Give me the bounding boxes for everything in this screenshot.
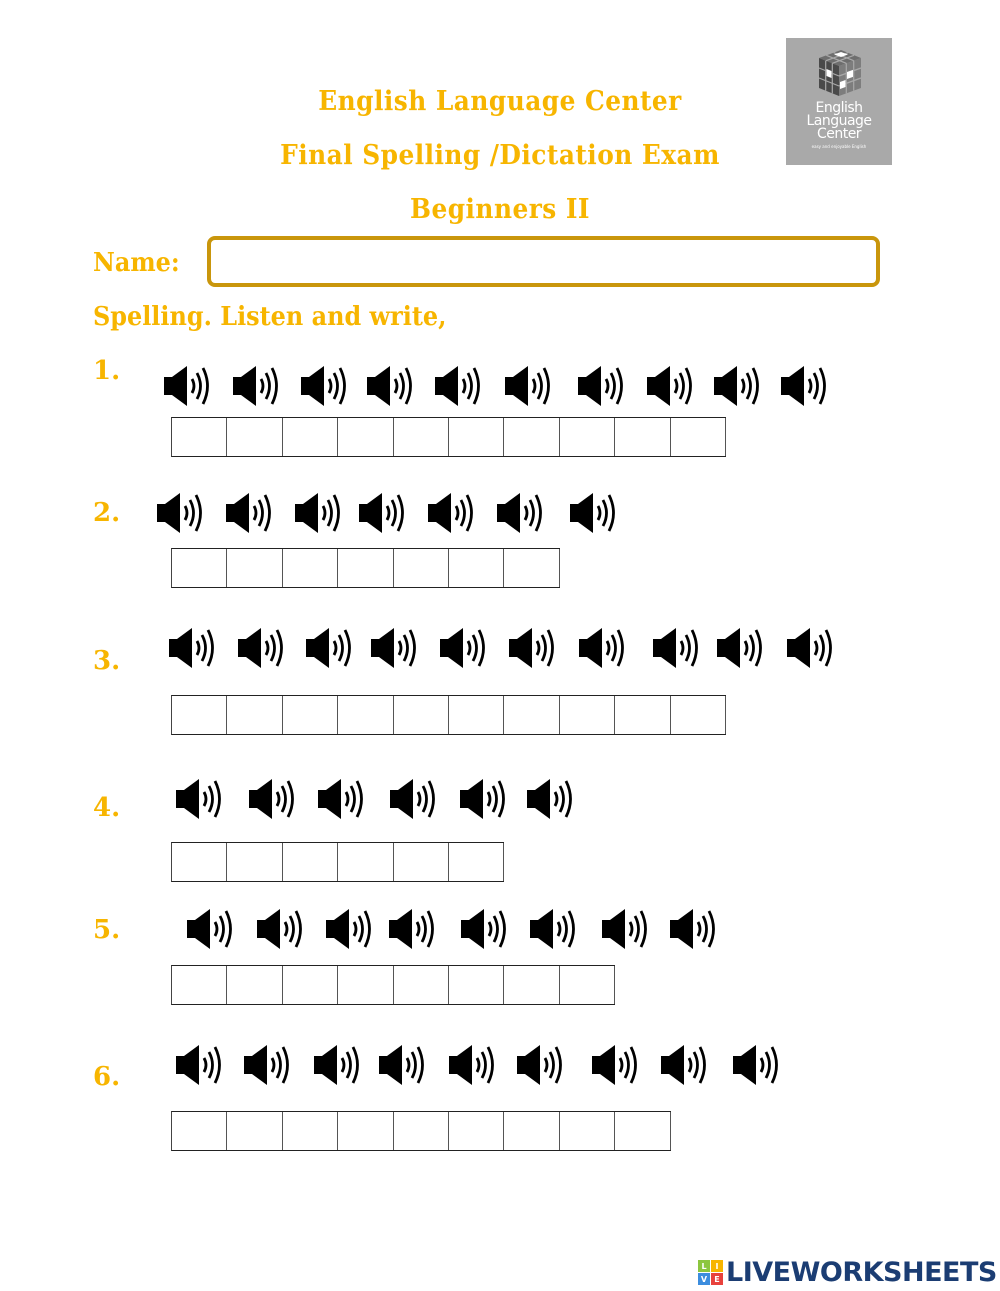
speaker-icon[interactable] [459,777,511,821]
letter-box-input[interactable] [615,418,670,456]
letter-box-input[interactable] [394,1112,449,1150]
speaker-icon[interactable] [256,907,308,951]
speaker-icon[interactable] [388,907,440,951]
logo-line-2: Language [806,113,872,129]
letter-box-row [171,842,504,882]
speaker-icon[interactable] [427,491,479,535]
letter-box-input[interactable] [227,418,282,456]
speaker-icon[interactable] [366,364,418,408]
speaker-icon[interactable] [225,491,277,535]
letter-box-input[interactable] [671,418,726,456]
letter-box-input[interactable] [449,696,504,734]
question-number: 4. [93,793,121,823]
title-line-2: Final Spelling /Dictation Exam [280,140,720,171]
letter-box-input[interactable] [172,696,227,734]
letter-box-row [171,417,726,457]
speaker-icon[interactable] [526,777,578,821]
letter-box-input[interactable] [172,966,227,1004]
speaker-icon[interactable] [516,1043,568,1087]
badge-cell: E [711,1273,723,1285]
letter-box-input[interactable] [227,549,282,587]
letter-box-input[interactable] [338,549,393,587]
letter-box-input[interactable] [338,1112,393,1150]
letter-box-input[interactable] [504,966,559,1004]
letter-box-input[interactable] [394,696,449,734]
speaker-icon[interactable] [577,364,629,408]
letter-box-input[interactable] [394,549,449,587]
liveworksheets-footer-logo [698,1257,997,1288]
title-line-3: Beginners II [409,194,591,225]
question-number: 3. [93,646,121,676]
speaker-icon[interactable] [460,907,512,951]
letter-box-input[interactable] [172,418,227,456]
letter-box-input[interactable] [560,696,615,734]
letter-box-row [171,548,560,588]
speaker-icon[interactable] [243,1043,295,1087]
speaker-icon[interactable] [232,364,284,408]
letter-box-input[interactable] [227,966,282,1004]
letter-box-input[interactable] [504,549,559,587]
letter-box-input[interactable] [449,549,504,587]
letter-box-input[interactable] [283,966,338,1004]
liveworksheets-brand: LIVEWORKSHEETS [726,1257,997,1288]
letter-box-row [171,965,615,1005]
speaker-icon[interactable] [786,626,838,670]
letter-box-input[interactable] [283,696,338,734]
logo-line-3: Center [816,126,862,142]
speaker-icon[interactable] [529,907,581,951]
speaker-icon[interactable] [300,364,352,408]
letter-box-input[interactable] [615,696,670,734]
speaker-icon[interactable] [713,364,765,408]
speaker-icon[interactable] [168,626,220,670]
letter-box-input[interactable] [283,1112,338,1150]
letter-box-input[interactable] [338,843,393,881]
speaker-icon[interactable] [248,777,300,821]
speaker-icon[interactable] [496,491,548,535]
speaker-icon[interactable] [732,1043,784,1087]
speaker-icon[interactable] [294,491,346,535]
speaker-icon[interactable] [508,626,560,670]
letter-box-input[interactable] [504,696,559,734]
letter-box-input[interactable] [560,418,615,456]
letter-box-input[interactable] [560,1112,615,1150]
badge-cell: L [698,1260,710,1272]
speaker-icon[interactable] [370,626,422,670]
speaker-icon[interactable] [175,777,227,821]
letter-box-input[interactable] [283,418,338,456]
speaker-icon[interactable] [504,364,556,408]
speaker-icon[interactable] [669,907,721,951]
speaker-icon[interactable] [448,1043,500,1087]
school-logo [786,38,892,165]
logo-tagline: easy and enjoyable English [811,144,867,149]
badge-cell: V [698,1273,710,1285]
letter-box-input[interactable] [172,843,227,881]
letter-box-input[interactable] [283,549,338,587]
letter-box-input[interactable] [172,549,227,587]
letter-box-row [171,695,726,735]
question-number: 2. [93,498,121,528]
speaker-icon[interactable] [434,364,486,408]
live-badge-icon [698,1260,723,1285]
speaker-icon[interactable] [237,626,289,670]
letter-box-input[interactable] [615,1112,670,1150]
question-number: 1. [93,356,121,386]
letter-box-input[interactable] [338,418,393,456]
speaker-icon[interactable] [646,364,698,408]
letter-box-input[interactable] [394,966,449,1004]
speaker-icon[interactable] [378,1043,430,1087]
speaker-icon[interactable] [601,907,653,951]
letter-box-input[interactable] [227,1112,282,1150]
speaker-icon[interactable] [569,491,621,535]
letter-box-input[interactable] [227,843,282,881]
letter-box-input[interactable] [338,966,393,1004]
letter-box-input[interactable] [449,966,504,1004]
speaker-icon[interactable] [652,626,704,670]
letter-box-input[interactable] [172,1112,227,1150]
letter-box-input[interactable] [227,696,282,734]
letter-box-input[interactable] [449,1112,504,1150]
question-number: 6. [93,1062,121,1092]
speaker-icon[interactable] [186,907,238,951]
letter-box-input[interactable] [560,966,615,1004]
letter-box-input[interactable] [338,696,393,734]
logo-text [806,102,871,141]
name-input[interactable] [207,236,880,287]
speaker-icon[interactable] [660,1043,712,1087]
name-label: Name: [93,248,180,278]
speaker-icon[interactable] [175,1043,227,1087]
letter-box-input[interactable] [449,843,504,881]
instructions: Spelling. Listen and write, [93,302,447,332]
letter-box-input[interactable] [504,1112,559,1150]
speaker-icon[interactable] [578,626,630,670]
letter-box-input[interactable] [394,418,449,456]
speaker-icon[interactable] [358,491,410,535]
letter-box-input[interactable] [449,418,504,456]
speaker-icon[interactable] [313,1043,365,1087]
speaker-icon[interactable] [716,626,768,670]
speaker-icon[interactable] [305,626,357,670]
speaker-icon[interactable] [591,1043,643,1087]
letter-box-input[interactable] [504,418,559,456]
speaker-icon[interactable] [156,491,208,535]
letter-box-row [171,1111,671,1151]
badge-cell: I [711,1260,723,1272]
speaker-icon[interactable] [439,626,491,670]
rubiks-cube-icon [811,48,867,100]
letter-box-input[interactable] [283,843,338,881]
speaker-icon[interactable] [317,777,369,821]
speaker-icon[interactable] [325,907,377,951]
letter-box-input[interactable] [671,696,726,734]
speaker-icon[interactable] [163,364,215,408]
letter-box-input[interactable] [394,843,449,881]
speaker-icon[interactable] [389,777,441,821]
speaker-icon[interactable] [780,364,832,408]
title-line-1: English Language Center [318,86,682,117]
logo-line-1: English [815,100,863,116]
question-number: 5. [93,915,121,945]
